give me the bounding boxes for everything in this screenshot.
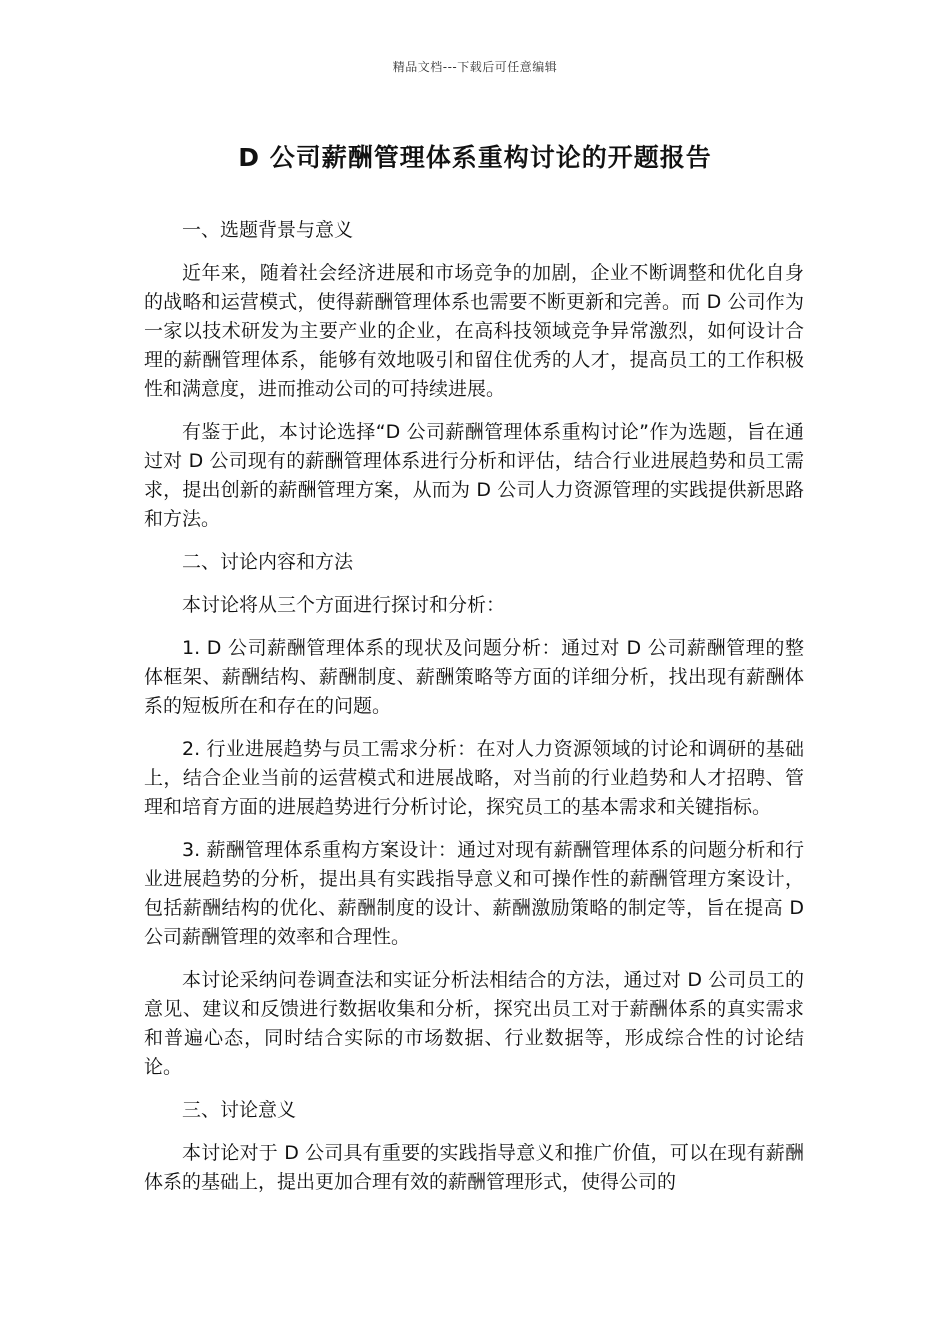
list-item: 3. 薪酬管理体系重构方案设计：通过对现有薪酬管理体系的问题分析和行业进展趋势的分析，提出具有实践指导意义和可操作性的薪酬管理方案设计，包括薪酬结构的优化、薪酬制度的设计、薪酬激励策略的制定等，旨在提高 D 公司薪酬管理的效率和合理性。 xyxy=(144,839,804,948)
paragraph: 本讨论采纳问卷调查法和实证分析法相结合的方法，通过对 D 公司员工的意见、建议和反馈进行数据收集和分析，探究出员工对于薪酬体系的真实需求和普遍心态，同时结合实际的市场数据、行业数据等，形成综合性的讨论结论。 xyxy=(144,969,804,1078)
section-heading: 一、选题背景与意义 xyxy=(182,219,354,241)
paragraph: 本讨论对于 D 公司具有重要的实践指导意义和推广价值，可以在现有薪酬体系的基础上，提出更加合理有效的薪酬管理形式，使得公司的 xyxy=(144,1142,804,1193)
list-item: 1. D 公司薪酬管理体系的现状及问题分析：通过对 D 公司薪酬管理的整体框架、薪酬结构、薪酬制度、薪酬策略等方面的详细分析，找出现有薪酬体系的短板所在和存在的问题。 xyxy=(144,637,804,717)
paragraph: 本讨论将从三个方面进行探讨和分析： xyxy=(182,594,506,616)
document-body xyxy=(144,216,804,1211)
paragraph: 有鉴于此，本讨论选择“D 公司薪酬管理体系重构讨论”作为选题，旨在通过对 D 公司现有的薪酬管理体系进行分析和评估，结合行业进展趋势和员工需求，提出创新的薪酬管理方案，从而为 D 公司人力资源管理的实践提供新思路和方法。 xyxy=(144,421,804,530)
section-heading: 二、讨论内容和方法 xyxy=(182,551,354,573)
page-header: 精品文档---下载后可任意编辑 xyxy=(392,60,558,74)
section-heading: 三、讨论意义 xyxy=(182,1099,297,1121)
paragraph: 近年来，随着社会经济进展和市场竞争的加剧，企业不断调整和优化自身的战略和运营模式，使得薪酬管理体系也需要不断更新和完善。而 D 公司作为一家以技术研发为主要产业的企业，在高科技领域竞争异常激烈，如何设计合理的薪酬管理体系，能够有效地吸引和留住优秀的人才，提高员工的工作积极性和满意度，进而推动公司的可持续进展。 xyxy=(144,262,804,400)
list-item: 2. 行业进展趋势与员工需求分析：在对人力资源领域的讨论和调研的基础上，结合企业当前的运营模式和进展战略，对当前的行业趋势和人才招聘、管理和培育方面的进展趋势进行分析讨论，探究员工的基本需求和关键指标。 xyxy=(144,738,804,818)
document-title: D 公司薪酬管理体系重构讨论的开题报告 xyxy=(238,143,712,172)
